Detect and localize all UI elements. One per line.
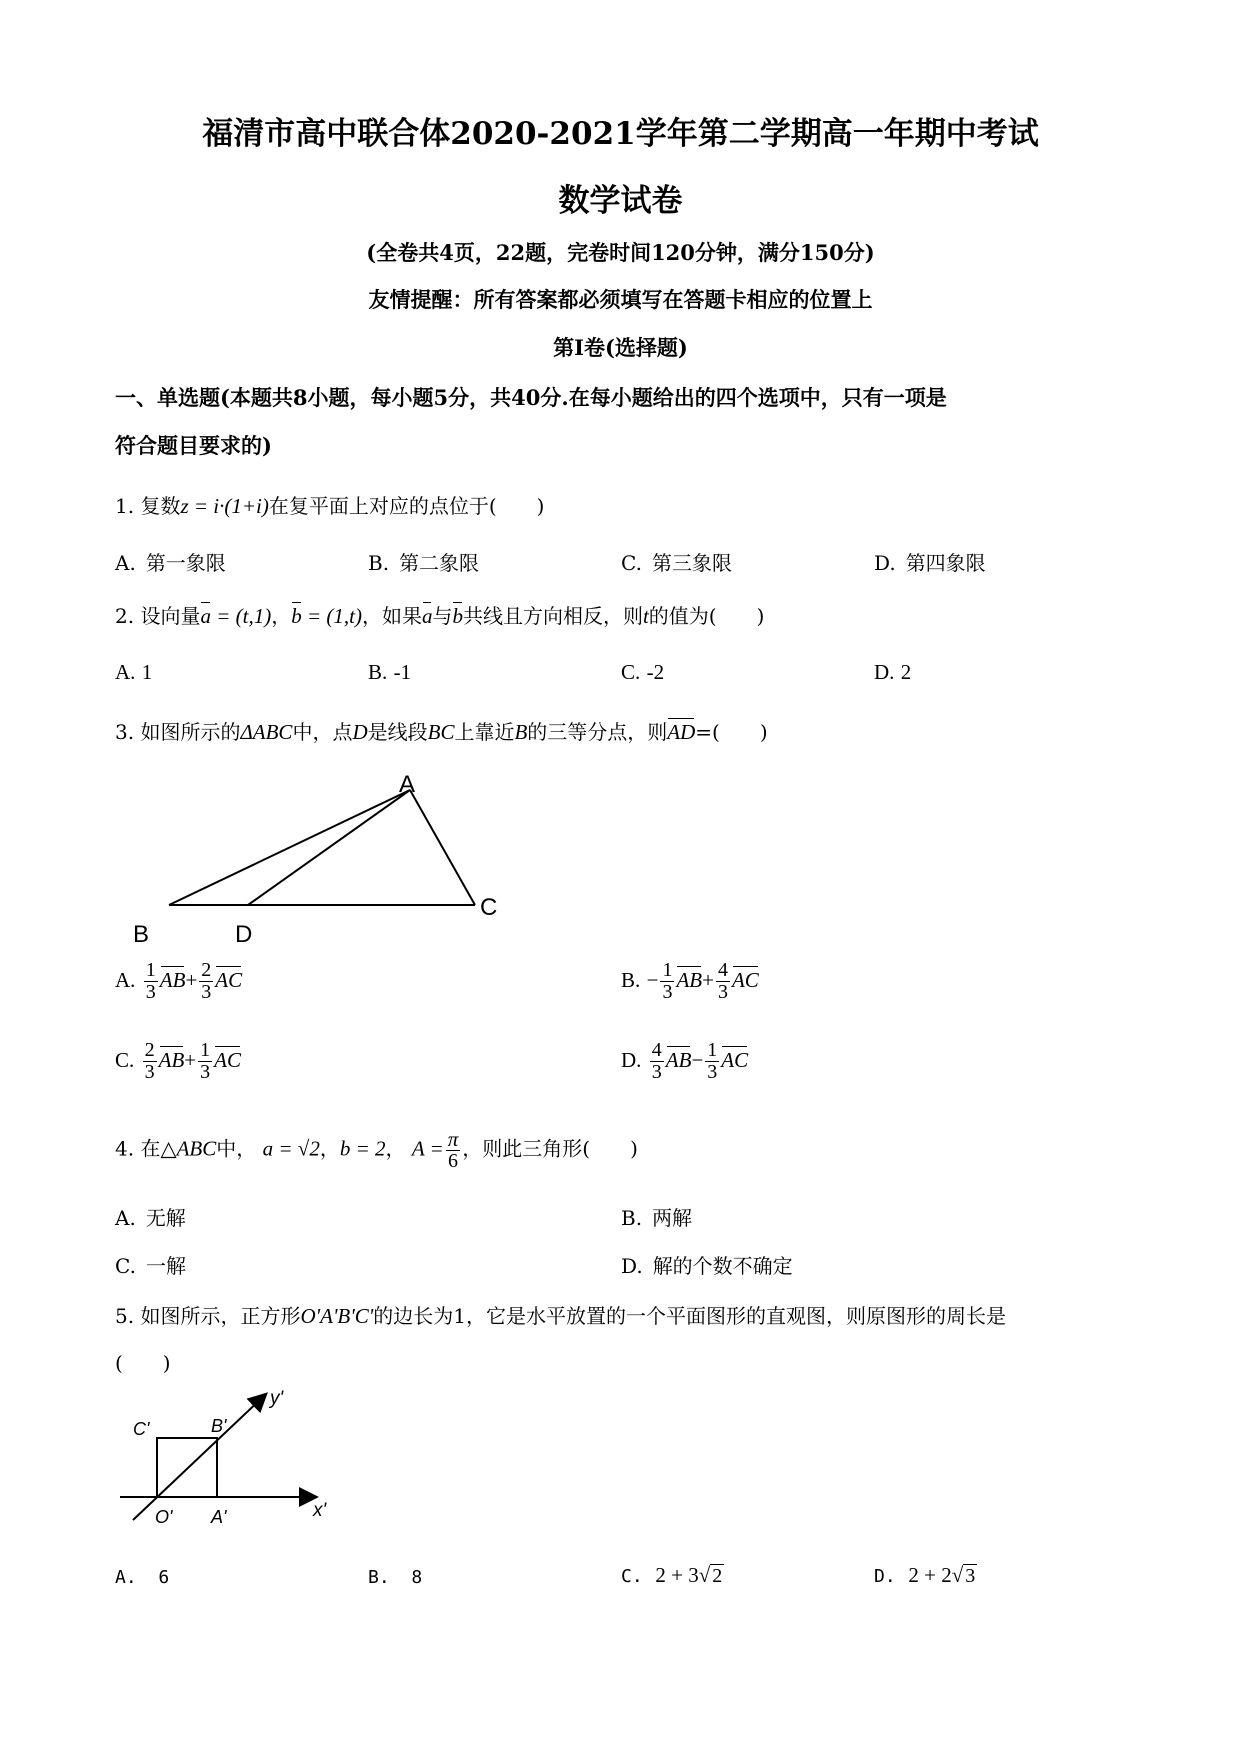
q3-option-d: D. $\frac{4}{3}$ AB− $\frac{1}{3}$ AC xyxy=(621,1039,749,1083)
label-d: D xyxy=(235,921,253,948)
exam-subject: 数学试卷 xyxy=(558,183,683,219)
section-heading-line2: 符合题目要求的) xyxy=(115,433,272,458)
question-1 xyxy=(115,490,544,519)
exam-title: 福清市高中联合体2020-2021学年第二学期高一年期中考试 xyxy=(202,116,1039,152)
label-y-prime: y' xyxy=(270,1388,284,1409)
q4-option-b: B. 两解 xyxy=(621,1206,693,1230)
label-x-prime: x' xyxy=(313,1500,327,1521)
q3-option-b: B. − $\frac{1}{3}$ AB+ $\frac{4}{3}$ AC xyxy=(621,959,759,1003)
volume-heading: 第Ⅰ卷(选择题) xyxy=(553,335,688,360)
exam-info: (全卷共4页，22题，完卷时间120分钟，满分150分) xyxy=(366,240,875,265)
segment-ab xyxy=(169,790,410,905)
section-heading-line1: 一、单选题(本题共8小题，每小题5分，共40分.在每小题给出的四个选项中，只有一项是 xyxy=(115,385,947,410)
q2-option-b: B. -1 xyxy=(368,660,412,684)
question-5: 5. 如图所示，正方形O'A'B'C'的边长为1，它是水平放置的一个平面图形的直观图，则原图形的周长是 xyxy=(115,1304,1006,1328)
label-a-prime: A' xyxy=(211,1507,227,1527)
triangle-abc-figure xyxy=(125,770,498,950)
q1-option-a: A. 第一象限 xyxy=(115,551,226,575)
vector-a: a xyxy=(200,600,211,629)
question-2: 2. 设向量a = (t,1)，b = (1,t)，如果a与b共线且方向相反，则t的值为( ) xyxy=(115,600,764,629)
q1-option-b: B. 第二象限 xyxy=(368,551,480,575)
question-5-paren: ( ) xyxy=(115,1351,171,1375)
q4-option-a: A. 无解 xyxy=(115,1206,186,1230)
q1-option-c: C. 第三象限 xyxy=(621,551,732,575)
segment-ac xyxy=(410,790,475,905)
q1-post: 在复平面上对应的点位于( ) xyxy=(268,494,545,518)
q3-option-c: C. $\frac{2}{3}$ AB+ $\frac{1}{3}$ AC xyxy=(115,1039,241,1083)
q4-option-c: C. 一解 xyxy=(115,1254,186,1278)
label-c-prime: C' xyxy=(133,1419,150,1439)
square-oabc-figure xyxy=(115,1390,350,1540)
q2-option-c: C. -2 xyxy=(621,660,665,684)
q1-expr: z = i·(1+i) xyxy=(180,494,269,518)
q5-option-d: D. 2 + 2√ 3 xyxy=(874,1563,976,1587)
vector-b: b xyxy=(291,600,302,629)
y-axis xyxy=(133,1395,265,1520)
label-a: A xyxy=(399,771,416,798)
q3-option-a: A. $\frac{1}{3}$ AB+ $\frac{2}{3}$ AC xyxy=(115,959,243,1003)
q5-option-b: B. 8 xyxy=(368,1567,423,1588)
q2-option-d: D. 2 xyxy=(874,660,912,684)
q4-option-d: D. 解的个数不确定 xyxy=(621,1254,793,1278)
reminder: 友情提醒：所有答案都必须填写在答题卡相应的位置上 xyxy=(368,287,873,312)
question-3: 3. 如图所示的ΔABC中，点D是线段BC上靠近B的三等分点，则AD=( ) xyxy=(115,716,768,745)
segment-ad xyxy=(248,790,410,905)
question-4: 4. 在△ABC中， a = √2，b = 2， A = $\frac{\pi}{6}$ ，则此三角形( ) xyxy=(115,1127,638,1173)
q1-pre: 复数 xyxy=(140,494,181,518)
q5-option-a: A. 6 xyxy=(115,1567,170,1588)
q1-option-d: D. 第四象限 xyxy=(874,551,986,575)
q5-option-c: C. 2 + 3√ 2 xyxy=(621,1563,723,1587)
label-o-prime: O' xyxy=(155,1507,173,1527)
q1-number: 1. xyxy=(115,494,135,518)
q2-option-a: A. 1 xyxy=(115,660,153,684)
label-b-prime: B' xyxy=(211,1416,227,1436)
label-b: B xyxy=(133,921,150,948)
label-c: C xyxy=(480,894,498,921)
vector-ad: AD xyxy=(667,716,695,745)
